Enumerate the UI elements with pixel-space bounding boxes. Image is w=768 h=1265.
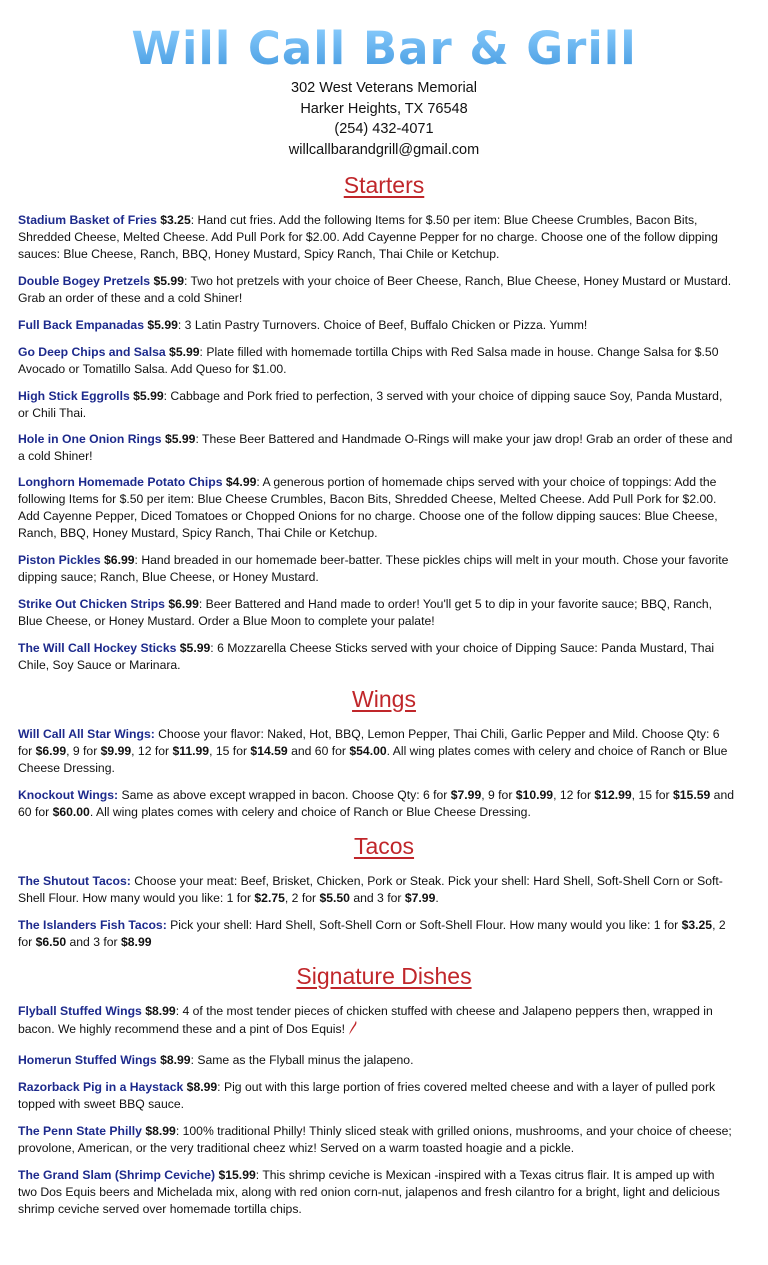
item-price: $5.99 bbox=[179, 641, 211, 655]
section-title-signature-dishes: Signature Dishes bbox=[296, 963, 472, 989]
item-description: Cabbage and Pork fried to perfection, 3 served with your choice of dipping sauce Soy, Panda Mustard, or Chili Thai. bbox=[18, 389, 723, 420]
menu-item: Flyball Stuffed Wings $8.99: 4 of the most tender pieces of chicken stuffed with cheese and Jalapeno peppers then, wrapped in bacon. We highly recommend these and a pint of Dos Equis! bbox=[18, 1004, 713, 1036]
section-title-tacos: Tacos bbox=[353, 833, 415, 859]
item-description: Plate filled with homemade tortilla Chips with Red Salsa made in house. Change Salsa for $.50 Avocado or Tomatillo Salsa. Add Queso for $1.00. bbox=[18, 345, 719, 376]
item-price: $5.50 bbox=[319, 891, 350, 905]
item-name: Piston Pickles bbox=[18, 553, 101, 567]
item-name: Flyball Stuffed Wings bbox=[18, 1004, 142, 1018]
item-name: Hole in One Onion Rings bbox=[18, 432, 162, 446]
item-description: Same as the Flyball minus the jalapeno. bbox=[197, 1053, 414, 1067]
item-description: 3 Latin Pastry Turnovers. Choice of Beef, Buffalo Chicken or Pizza. Yumm! bbox=[184, 318, 588, 332]
menu-item: Full Back Empanadas $5.99: 3 Latin Pastry Turnovers. Choice of Beef, Buffalo Chicken or Pizza. Yumm! bbox=[18, 318, 588, 332]
menu-item: High Stick Eggrolls $5.99: Cabbage and Pork fried to perfection, 3 served with your choice of dipping sauce Soy, Panda Mustard, or Chili Thai. bbox=[18, 389, 723, 420]
item-name: The Penn State Philly bbox=[18, 1124, 142, 1138]
item-price: $6.50 bbox=[35, 935, 67, 949]
item-price: $10.99 bbox=[515, 788, 554, 802]
menu-item: The Penn State Philly $8.99: 100% traditional Philly! Thinly sliced steak with grilled onions, mushrooms, and your choice of cheese; provolone, American, or the very traditional cheez whiz! Served on a warm toasted hoagie and a pickle. bbox=[18, 1124, 732, 1155]
item-description: Hand cut fries. Add the following Items for $.50 per item: Blue Cheese Crumbles, Bacon Bits, Shredded Cheese, Melted Cheese. Add Pull Pork for $2.00. Add Cayenne Pepper for no charge. Choose one of the follow dipping sauces: Blue Cheese, Ranch, BBQ, Honey Mustard, Spicy Ranch, Thai Chile or Ketchup. bbox=[18, 213, 718, 261]
menu-item: Strike Out Chicken Strips $6.99: Beer Battered and Hand made to order! You'll get 5 to dip in your favorite sauce; BBQ, Ranch, Blue Cheese, or Honey Mustard. Order a Blue Moon to complete your palate! bbox=[18, 597, 713, 628]
item-price: $60.00 bbox=[52, 805, 90, 819]
menu-item: Razorback Pig in a Haystack $8.99: Pig out with this large portion of fries covered melted cheese and with a layer of pulled pork topped with sweet BBQ sauce. bbox=[18, 1080, 716, 1111]
address-line-1: 302 West Veterans Memorial bbox=[291, 80, 477, 96]
menu-item: Double Bogey Pretzels $5.99: Two hot pretzels with your choice of Beer Cheese, Ranch, Blue Cheese, Honey Mustard or Mustard. Grab an order of these and a cold Shiner! bbox=[18, 274, 732, 305]
menu-item: The Grand Slam (Shrimp Ceviche) $15.99: This shrimp ceviche is Mexican -inspired with a Texas citrus flair. It is amped up with two Dos Equis beers and Michelada mix, along with red onion corn-nut, jalapenos and fresh cilantro for a bright, light and delicious shrimp ceviche served over homemade tortilla chips. bbox=[18, 1168, 720, 1216]
item-price: $11.99 bbox=[172, 744, 210, 758]
item-name: The Shutout Tacos: bbox=[18, 874, 131, 888]
item-description: 100% traditional Philly! Thinly sliced steak with grilled onions, mushrooms, and your choice of cheese; provolone, American, or the very traditional cheez whiz! Served on a warm toasted hoagie and a pickle. bbox=[18, 1124, 732, 1155]
item-name: The Grand Slam (Shrimp Ceviche) bbox=[18, 1168, 216, 1182]
item-price: $5.99 bbox=[153, 274, 184, 288]
item-price: $3.25 bbox=[681, 918, 713, 932]
item-price: $9.99 bbox=[100, 744, 132, 758]
item-price: $15.99 bbox=[218, 1168, 256, 1182]
restaurant-logo-title: Will Call Bar & Grill bbox=[0, 22, 768, 76]
item-price: $5.99 bbox=[147, 318, 178, 332]
item-name: Stadium Basket of Fries bbox=[18, 213, 157, 227]
item-price: $12.99 bbox=[594, 788, 632, 802]
item-name: Razorback Pig in a Haystack bbox=[18, 1080, 184, 1094]
menu-item: Piston Pickles $6.99: Hand breaded in our homemade beer-batter. These pickles chips will melt in your mouth. Chose your favorite dipping sauce; Ranch, Blue Cheese, or Honey Mustard. bbox=[18, 553, 729, 584]
item-description: Beer Battered and Hand made to order! You'll get 5 to dip in your favorite sauce; BBQ, Ranch, Blue Cheese, or Honey Mustard. Order a Blue Moon to complete your palate! bbox=[18, 597, 713, 628]
item-description: Two hot pretzels with your choice of Beer Cheese, Ranch, Blue Cheese, Honey Mustard or Mustard. Grab an order of these and a cold Shiner! bbox=[18, 274, 732, 305]
item-description: This shrimp ceviche is Mexican -inspired with a Texas citrus flair. It is amped up with two Dos Equis beers and Michelada mix, along with red onion corn-nut, jalapenos and fresh cilantro for a bright, light and delicious shrimp ceviche served over homemade tortilla chips. bbox=[18, 1168, 720, 1216]
chili-pepper-icon bbox=[348, 1020, 358, 1036]
item-name: Strike Out Chicken Strips bbox=[18, 597, 165, 611]
phone-number: (254) 432-4071 bbox=[334, 121, 434, 137]
item-name: Longhorn Homemade Potato Chips bbox=[18, 475, 223, 489]
item-price: $6.99 bbox=[35, 744, 67, 758]
item-name: The Will Call Hockey Sticks bbox=[18, 641, 177, 655]
menu-item: Will Call All Star Wings: Choose your flavor: Naked, Hot, BBQ, Lemon Pepper, Thai Chili, Garlic Pepper and Mild. Choose Qty: 6 for $6.99, 9 for $9.99, 12 for $11.99, 15 for $14.59 and 60 for $54.00. All wing plates comes with celery and choice of Ranch or Blue Cheese Dressing. bbox=[18, 727, 728, 775]
item-price: $15.59 bbox=[673, 788, 711, 802]
menu-item: Longhorn Homemade Potato Chips $4.99: A generous portion of homemade chips served with your choice of toppings: Add the following Items for $.50 per item: Blue Cheese Crumbles, Bacon Bits, Shredded Cheese, Melted Cheese. Add Pull Pork for $2.00. Add Cayenne Pepper, Diced Tomatoes or Chopped Onions for no charge. Choose one of the follow dipping sauces: Blue Cheese, Ranch, BBQ, Honey Mustard, Spicy Ranch, Thai Chile or Ketchup. bbox=[18, 475, 718, 540]
item-price: $8.99 bbox=[160, 1053, 191, 1067]
item-description: Pig out with this large portion of fries covered melted cheese and with a layer of pulled pork topped with sweet BBQ sauce. bbox=[18, 1080, 716, 1111]
item-name: Double Bogey Pretzels bbox=[18, 274, 151, 288]
item-price: $6.99 bbox=[104, 553, 135, 567]
item-price: $6.99 bbox=[168, 597, 199, 611]
section-title-starters: Starters bbox=[343, 172, 425, 198]
item-description: These Beer Battered and Handmade O-Rings will make your jaw drop! Grab an order of these and a cold Shiner! bbox=[18, 432, 733, 463]
item-price: $8.99 bbox=[121, 935, 152, 949]
menu-item: The Shutout Tacos: Choose your meat: Beef, Brisket, Chicken, Pork or Steak. Pick your shell: Hard Shell, Soft-Shell Corn or Soft-Shell Flour. How many would you like: 1 for $2.75, 2 for $5.50 and 3 for $7.99. bbox=[18, 874, 723, 905]
item-price: $5.99 bbox=[169, 345, 200, 359]
item-description: Hand breaded in our homemade beer-batter. These pickles chips will melt in your mouth. Chose your favorite dipping sauce; Ranch, Blue Cheese, or Honey Mustard. bbox=[18, 553, 729, 584]
menu-item: Hole in One Onion Rings $5.99: These Beer Battered and Handmade O-Rings will make your jaw drop! Grab an order of these and a cold Shiner! bbox=[18, 432, 733, 463]
item-price: $8.99 bbox=[186, 1080, 218, 1094]
item-name: The Islanders Fish Tacos: bbox=[18, 918, 167, 932]
item-name: Homerun Stuffed Wings bbox=[18, 1053, 157, 1067]
email-address: willcallbarandgrill@gmail.com bbox=[288, 141, 480, 158]
item-price: $8.99 bbox=[145, 1124, 176, 1138]
item-price: $7.99 bbox=[404, 891, 436, 905]
item-name: Knockout Wings: bbox=[18, 788, 119, 802]
menu-item: The Will Call Hockey Sticks $5.99: 6 Mozzarella Cheese Sticks served with your choice of Dipping Sauce: Panda Mustard, Thai Chile, Soy Sauce or Marinara. bbox=[18, 641, 715, 672]
item-name: Go Deep Chips and Salsa bbox=[18, 345, 166, 359]
item-price: $14.59 bbox=[250, 744, 288, 758]
menu-item: The Islanders Fish Tacos: Pick your shell: Hard Shell, Soft-Shell Corn or Soft-Shell Flour. How many would you like: 1 for $3.25, 2 for $6.50 and 3 for $8.99 bbox=[18, 918, 726, 949]
item-name: Will Call All Star Wings: bbox=[18, 727, 155, 741]
item-price: $7.99 bbox=[450, 788, 482, 802]
section-title-wings: Wings bbox=[352, 686, 416, 712]
item-description: 6 Mozzarella Cheese Sticks served with your choice of Dipping Sauce: Panda Mustard, Thai Chile, Soy Sauce or Marinara. bbox=[18, 641, 715, 672]
menu-item: Knockout Wings: Same as above except wrapped in bacon. Choose Qty: 6 for $7.99, 9 for $10.99, 12 for $12.99, 15 for $15.59 and 60 for $60.00. All wing plates comes with celery and choice of Ranch or Blue Cheese Dressing. bbox=[18, 788, 735, 819]
menu-item: Stadium Basket of Fries $3.25: Hand cut fries. Add the following Items for $.50 per item: Blue Cheese Crumbles, Bacon Bits, Shredded Cheese, Melted Cheese. Add Pull Pork for $2.00. Add Cayenne Pepper for no charge. Choose one of the follow dipping sauces: Blue Cheese, Ranch, BBQ, Honey Mustard, Spicy Ranch, Thai Chile or Ketchup. bbox=[18, 213, 718, 261]
menu-item: Homerun Stuffed Wings $8.99: Same as the Flyball minus the jalapeno. bbox=[18, 1053, 414, 1067]
item-price: $5.99 bbox=[133, 389, 164, 403]
address-line-2: Harker Heights, TX 76548 bbox=[300, 100, 468, 117]
item-description: A generous portion of homemade chips served with your choice of toppings: Add the following Items for $.50 per item: Blue Cheese Crumbles, Bacon Bits, Shredded Cheese, Melted Cheese. Add Pull Pork for $2.00. Add Cayenne Pepper, Diced Tomatoes or Chopped Onions for no charge. Choose one of the follow dipping sauces: Blue Cheese, Ranch, BBQ, Honey Mustard, Spicy Ranch, Thai Chile or Ketchup. bbox=[18, 475, 718, 540]
item-name: High Stick Eggrolls bbox=[18, 389, 130, 403]
item-price: $2.75 bbox=[254, 891, 285, 905]
item-price: $54.00 bbox=[349, 744, 387, 758]
contact-info bbox=[0, 78, 768, 160]
item-price: $3.25 bbox=[160, 213, 191, 227]
item-price: $5.99 bbox=[164, 432, 196, 446]
item-price: $4.99 bbox=[225, 475, 257, 489]
item-description: 4 of the most tender pieces of chicken stuffed with cheese and Jalapeno peppers then, wrapped in bacon. We highly recommend these and a pint of Dos Equis! bbox=[18, 1004, 713, 1036]
menu-item: Go Deep Chips and Salsa $5.99: Plate filled with homemade tortilla Chips with Red Salsa made in house. Change Salsa for $.50 Avocado or Tomatillo Salsa. Add Queso for $1.00. bbox=[18, 345, 719, 376]
item-name: Full Back Empanadas bbox=[18, 318, 144, 332]
item-price: $8.99 bbox=[145, 1004, 176, 1018]
